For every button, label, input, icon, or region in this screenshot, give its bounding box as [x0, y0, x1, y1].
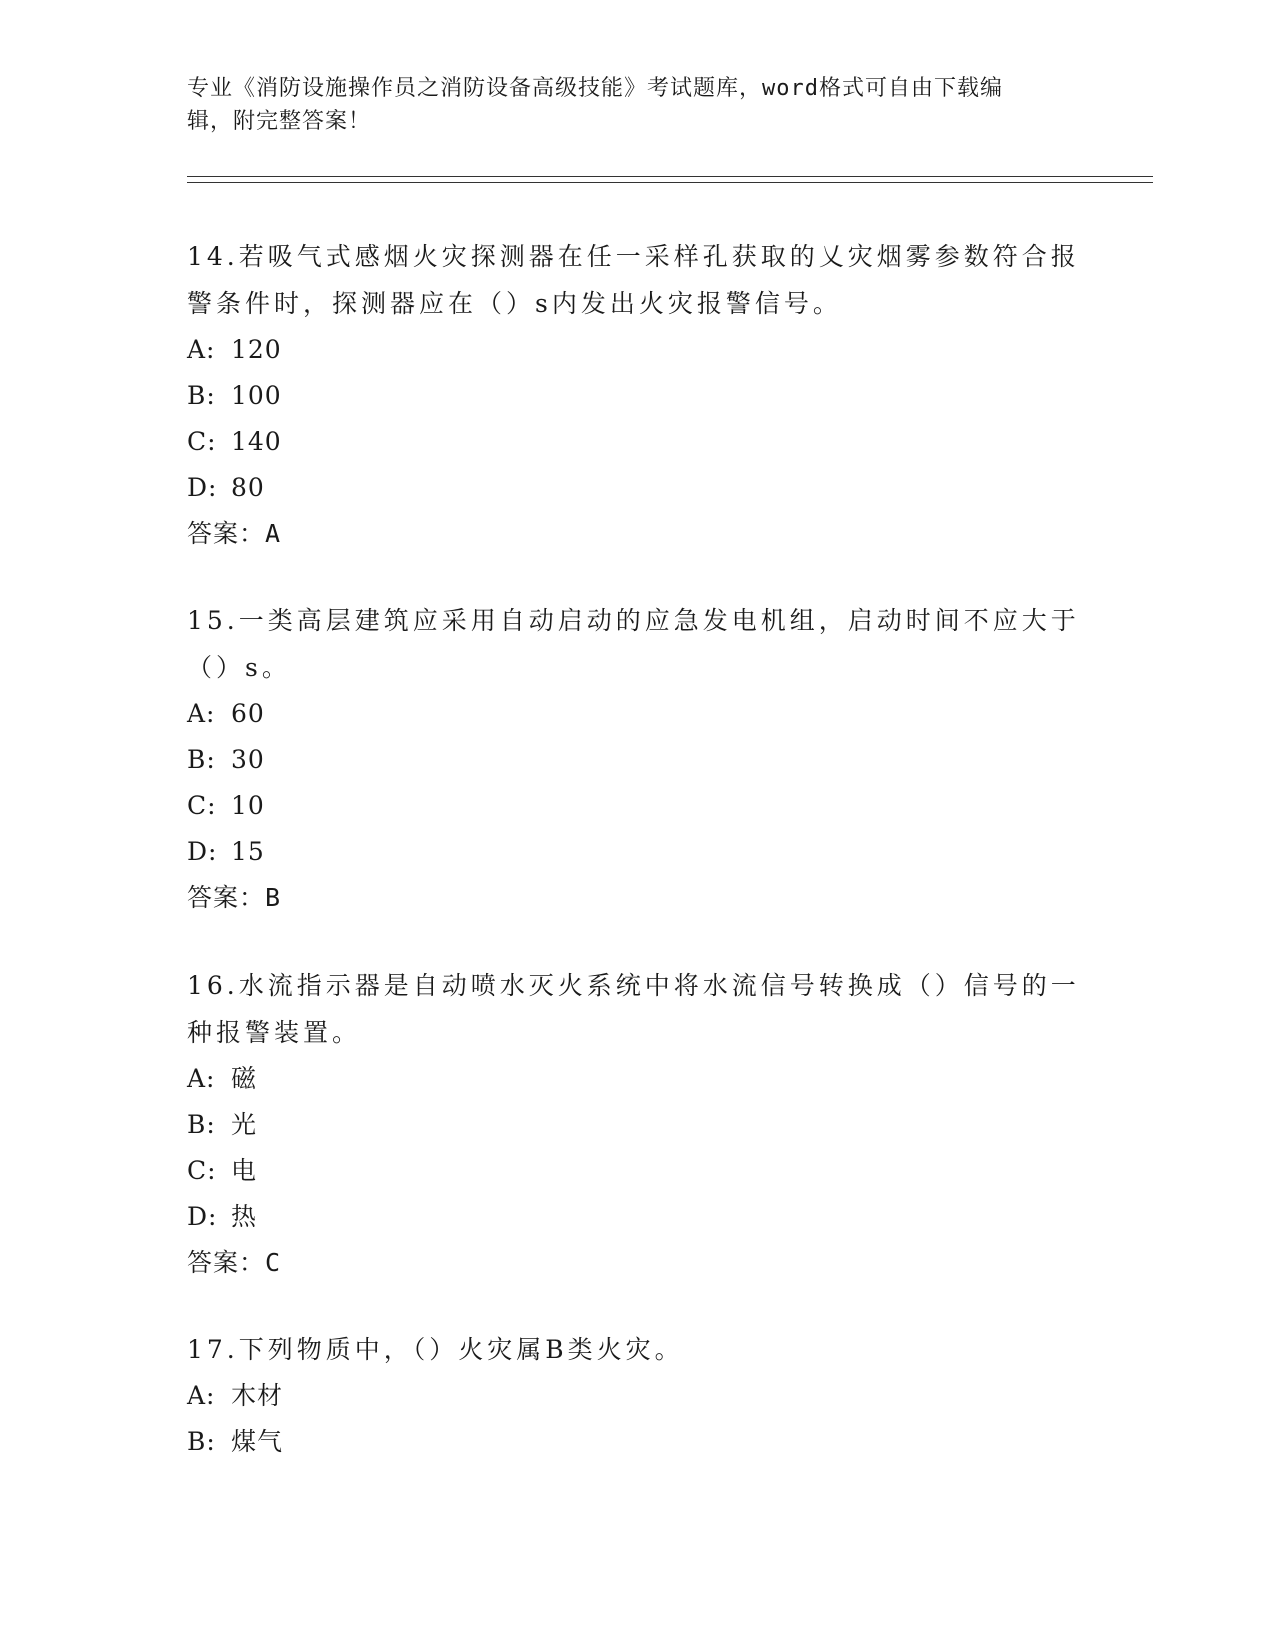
document-header	[187, 72, 1067, 138]
option-letter: D:	[187, 473, 218, 502]
option-letter: C:	[187, 1156, 217, 1185]
option-value: 140	[231, 427, 282, 456]
option-value: 30	[231, 745, 265, 774]
option-a	[187, 1056, 1087, 1102]
option-letter: C:	[187, 427, 217, 456]
question-text: 14.若吸气式感烟火灾探测器在任一采样孔获取的乂灾烟雾参数符合报警条件时，探测器应在（）s内发出火灾报警信号。	[187, 242, 1080, 318]
option-d	[187, 465, 1087, 511]
option-value: 100	[231, 381, 282, 410]
option-letter: B:	[187, 381, 216, 410]
option-b	[187, 373, 1087, 419]
option-a	[187, 327, 1087, 373]
option-value: 15	[231, 837, 265, 866]
option-a	[187, 691, 1087, 737]
option-value: 磁	[231, 1064, 258, 1093]
option-c	[187, 419, 1087, 465]
option-letter: A:	[187, 335, 216, 364]
option-letter: A:	[187, 1381, 216, 1410]
option-value: 60	[231, 699, 265, 728]
question-15	[187, 597, 1087, 921]
option-letter: A:	[187, 1064, 216, 1093]
header-line-2: 辑，附完整答案！	[187, 109, 372, 134]
option-a	[187, 1373, 1087, 1419]
option-letter: B:	[187, 1427, 216, 1456]
option-c	[187, 1148, 1087, 1194]
option-value: 120	[231, 335, 282, 364]
option-letter: B:	[187, 1110, 216, 1139]
option-value: 煤气	[231, 1427, 284, 1456]
question-text: 17.下列物质中，（）火灾属B类火灾。	[187, 1335, 684, 1364]
answer-line: 答案：B	[187, 883, 282, 912]
option-b	[187, 737, 1087, 783]
option-c	[187, 783, 1087, 829]
option-value: 电	[231, 1156, 258, 1185]
option-letter: C:	[187, 791, 217, 820]
option-letter: B:	[187, 745, 216, 774]
question-16	[187, 962, 1087, 1286]
option-value: 木材	[231, 1381, 284, 1410]
option-d	[187, 829, 1087, 875]
option-d	[187, 1194, 1087, 1240]
option-letter: D:	[187, 1202, 218, 1231]
option-b	[187, 1419, 1087, 1465]
option-letter: D:	[187, 837, 218, 866]
option-value: 10	[231, 791, 265, 820]
answer-line: 答案：C	[187, 1248, 282, 1277]
option-b	[187, 1102, 1087, 1148]
answer-line: 答案：A	[187, 519, 282, 548]
question-text: 15.一类高层建筑应采用自动启动的应急发电机组，启动时间不应大于（）s。	[187, 606, 1080, 682]
option-letter: A:	[187, 699, 216, 728]
option-value: 光	[231, 1110, 258, 1139]
header-line-1: 专业《消防设施操作员之消防设备高级技能》考试题库，word格式可自由下载编	[187, 76, 1003, 101]
question-text: 16.水流指示器是自动喷水灭火系统中将水流信号转换成（）信号的一种报警装置。	[187, 971, 1080, 1047]
question-14	[187, 233, 1087, 557]
option-value: 80	[231, 473, 265, 502]
header-divider-bottom	[187, 182, 1153, 183]
option-value: 热	[231, 1202, 258, 1231]
question-17	[187, 1326, 1087, 1465]
header-divider-top	[187, 176, 1153, 177]
